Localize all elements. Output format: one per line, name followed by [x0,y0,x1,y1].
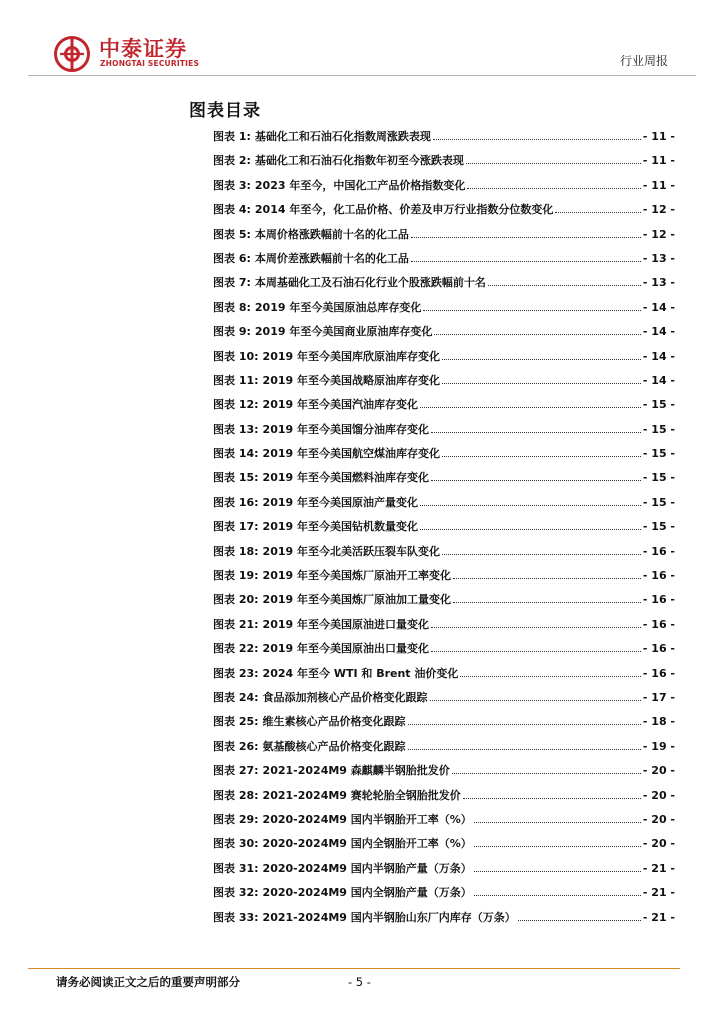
toc-entry[interactable] [213,152,675,176]
toc-leader-dots [442,359,641,360]
toc-entry-page: - 11 - [642,178,675,192]
toc-leader-dots [431,432,641,433]
toc-entry-page: - 15 - [642,520,675,534]
toc-entry-page: - 15 - [642,447,675,461]
toc-entry[interactable] [213,128,675,152]
toc-entry-title: 2019 年至今美国原油进口量变化 [262,617,429,631]
toc-entry-page: - 21 - [642,910,675,924]
toc-entry-page: - 20 - [642,788,675,802]
toc-entry-page: - 15 - [642,495,675,509]
toc-leader-dots [474,846,641,847]
toc-leader-dots [433,139,641,140]
toc-leader-dots [408,724,641,725]
toc-entry-label: 图表 11: [213,373,259,387]
toc-entry[interactable] [213,616,675,640]
toc-list [213,128,675,933]
toc-leader-dots [460,676,640,677]
toc-leader-dots [423,310,641,311]
toc-entry-label: 图表 22: [213,642,259,656]
toc-entry[interactable] [213,884,675,908]
toc-entry-title: 2021-2024M9 国内半钢胎山东厂内库存（万条） [262,910,516,924]
disclaimer-note: 请务必阅读正文之后的重要声明部分 [56,975,240,989]
toc-entry[interactable] [213,421,675,445]
toc-entry-label: 图表 14: [213,447,259,461]
toc-entry-title: 氨基酸核心产品价格变化跟踪 [262,739,406,753]
toc-entry-label: 图表 4: [213,203,251,217]
toc-entry[interactable] [213,372,675,396]
toc-entry[interactable] [213,787,675,811]
toc-entry-title: 2019 年至今美国馏分油库存变化 [262,422,429,436]
toc-entry-label: 图表 10: [213,349,259,363]
toc-entry-label: 图表 33: [213,910,259,924]
toc-entry-page: - 19 - [642,739,675,753]
toc-entry-title: 2020-2024M9 国内半钢胎产量（万条） [262,861,472,875]
toc-leader-dots [474,822,641,823]
toc-entry-label: 图表 25: [213,715,259,729]
toc-entry[interactable] [213,274,675,298]
toc-leader-dots [411,237,641,238]
toc-entry-label: 图表 31: [213,861,259,875]
toc-leader-dots [430,700,641,701]
toc-entry-label: 图表 28: [213,788,259,802]
toc-entry-title: 2019 年至今美国原油产量变化 [262,495,418,509]
toc-leader-dots [452,773,641,774]
toc-entry-title: 基础化工和石油石化指数年初至今涨跌表现 [254,154,464,168]
toc-entry[interactable] [213,640,675,664]
toc-entry[interactable] [213,396,675,420]
toc-entry[interactable] [213,177,675,201]
toc-entry-title: 2019 年至今美国航空煤油库存变化 [262,447,440,461]
toc-leader-dots [431,651,641,652]
toc-entry-title: 2019 年至今美国炼厂原油开工率变化 [262,569,451,583]
toc-entry-page: - 17 - [642,690,675,704]
toc-entry[interactable] [213,713,675,737]
toc-leader-dots [420,407,641,408]
toc-entry-label: 图表 3: [213,178,251,192]
brand-name-en: ZHONGTAI SECURITIES [100,59,200,68]
report-type-label: 行业周报 [619,54,668,68]
toc-entry-label: 图表 19: [213,569,259,583]
toc-entry[interactable] [213,909,675,933]
toc-leader-dots [488,285,641,286]
toc-entry-title: 食品添加剂核心产品价格变化跟踪 [262,690,428,704]
page-header [0,0,724,80]
toc-leader-dots [474,895,641,896]
toc-entry-page: - 16 - [642,569,675,583]
toc-entry-page: - 18 - [642,715,675,729]
toc-entry-page: - 21 - [642,861,675,875]
toc-entry[interactable] [213,543,675,567]
toc-entry[interactable] [213,762,675,786]
toc-entry-label: 图表 7: [213,276,251,290]
toc-entry-page: - 20 - [642,764,675,778]
toc-entry-label: 图表 15: [213,471,259,485]
toc-entry-label: 图表 8: [213,300,251,314]
toc-entry-title: 2019 年至今北美活跃压裂车队变化 [262,544,440,558]
toc-entry-label: 图表 17: [213,520,259,534]
toc-entry-title: 2021-2024M9 赛轮轮胎全钢胎批发价 [262,788,461,802]
toc-entry-label: 图表 9: [213,325,251,339]
toc-entry-page: - 16 - [642,666,675,680]
toc-entry-title: 2019 年至今美国钻机数量变化 [262,520,418,534]
toc-entry-page: - 14 - [642,349,675,363]
toc-entry-page: - 14 - [642,325,675,339]
toc-entry-page: - 21 - [642,886,675,900]
toc-entry-title: 2019 年至今美国原油出口量变化 [262,642,429,656]
toc-entry-title: 2019 年至今美国战略原油库存变化 [262,373,440,387]
toc-entry[interactable] [213,299,675,323]
toc-entry[interactable] [213,445,675,469]
toc-entry-title: 2019 年至今美国汽油库存变化 [262,398,418,412]
toc-leader-dots [474,871,641,872]
toc-entry-label: 图表 18: [213,544,259,558]
toc-entry-title: 2024 年至今 WTI 和 Brent 油价变化 [262,666,459,680]
toc-leader-dots [420,529,641,530]
toc-leader-dots [466,163,641,164]
toc-entry-label: 图表 32: [213,886,259,900]
toc-leader-dots [453,578,641,579]
toc-leader-dots [434,334,641,335]
toc-entry[interactable] [213,201,675,225]
toc-entry-title: 2019 年至今美国商业原油库存变化 [254,325,433,339]
toc-entry-label: 图表 5: [213,227,251,241]
toc-entry-page: - 20 - [642,812,675,826]
toc-entry-label: 图表 30: [213,837,259,851]
toc-leader-dots [442,456,641,457]
toc-leader-dots [431,627,641,628]
toc-entry-title: 本周价差涨跌幅前十名的化工品 [254,251,409,265]
toc-leader-dots [411,261,641,262]
toc-entry-page: - 11 - [642,154,675,168]
toc-entry[interactable] [213,226,675,250]
toc-entry[interactable] [213,323,675,347]
toc-entry-page: - 16 - [642,617,675,631]
toc-leader-dots [442,554,641,555]
toc-entry-label: 图表 13: [213,422,259,436]
toc-entry-page: - 13 - [642,276,675,290]
toc-entry-page: - 16 - [642,642,675,656]
toc-entry-page: - 12 - [642,203,675,217]
toc-entry-label: 图表 6: [213,251,251,265]
toc-entry-title: 2020-2024M9 国内全钢胎开工率（%） [262,837,472,851]
toc-entry-label: 图表 27: [213,764,259,778]
toc-leader-dots [431,480,641,481]
zhongtai-logo-icon [54,36,90,72]
toc-leader-dots [408,749,641,750]
toc-entry-label: 图表 12: [213,398,259,412]
toc-entry-title: 2021-2024M9 森麒麟半钢胎批发价 [262,764,450,778]
toc-entry-page: - 15 - [642,471,675,485]
toc-entry-title: 2014 年至今，化工品价格、价差及申万行业指数分位数变化 [254,203,554,217]
toc-leader-dots [555,212,641,213]
toc-entry-label: 图表 24: [213,690,259,704]
toc-entry-title: 2020-2024M9 国内半钢胎开工率（%） [262,812,472,826]
toc-entry[interactable] [213,518,675,542]
toc-entry-label: 图表 23: [213,666,259,680]
toc-entry[interactable] [213,348,675,372]
toc-entry-title: 2023 年至今，中国化工产品价格指数变化 [254,178,466,192]
toc-entry[interactable] [213,591,675,615]
toc-entry-title: 2019 年至今美国原油总库存变化 [254,300,422,314]
toc-entry-label: 图表 2: [213,154,251,168]
toc-entry[interactable] [213,494,675,518]
toc-entry-page: - 14 - [642,300,675,314]
toc-entry[interactable] [213,811,675,835]
toc-entry[interactable] [213,469,675,493]
page-number: - 5 - [348,975,371,989]
toc-entry-title: 2019 年至今美国炼厂原油加工量变化 [262,593,451,607]
toc-title: 图表目录 [189,101,261,121]
toc-entry-page: - 16 - [642,593,675,607]
toc-entry-title: 维生素核心产品价格变化跟踪 [262,715,406,729]
brand-name-cn: 中泰证券 [99,37,187,61]
toc-leader-dots [453,602,641,603]
toc-entry-page: - 13 - [642,251,675,265]
toc-entry-label: 图表 16: [213,495,259,509]
toc-entry-title: 本周价格涨跌幅前十名的化工品 [254,227,409,241]
footer-divider [28,968,680,969]
toc-entry-page: - 11 - [642,130,675,143]
toc-entry[interactable] [213,567,675,591]
toc-entry[interactable] [213,689,675,713]
toc-entry-label: 图表 1: [213,130,251,143]
toc-entry-title: 2020-2024M9 国内全钢胎产量（万条） [262,886,472,900]
toc-entry-title: 本周基础化工及石油石化行业个股涨跌幅前十名 [254,276,486,290]
toc-entry-page: - 14 - [642,373,675,387]
toc-entry-title: 2019 年至今美国燃料油库存变化 [262,471,429,485]
toc-entry-label: 图表 26: [213,739,259,753]
toc-entry[interactable] [213,250,675,274]
toc-entry-page: - 15 - [642,422,675,436]
toc-leader-dots [518,920,641,921]
header-divider [28,75,696,76]
toc-entry[interactable] [213,738,675,762]
toc-entry-page: - 16 - [642,544,675,558]
toc-entry[interactable] [213,665,675,689]
toc-entry[interactable] [213,860,675,884]
toc-entry-label: 图表 21: [213,617,259,631]
toc-entry-page: - 15 - [642,398,675,412]
toc-leader-dots [420,505,641,506]
toc-leader-dots [442,383,641,384]
toc-entry-label: 图表 20: [213,593,259,607]
toc-leader-dots [463,798,641,799]
toc-entry-label: 图表 29: [213,812,259,826]
toc-entry-title: 基础化工和石油石化指数周涨跌表现 [254,130,431,143]
toc-entry-page: - 20 - [642,837,675,851]
toc-entry-title: 2019 年至今美国库欣原油库存变化 [262,349,440,363]
toc-entry-page: - 12 - [642,227,675,241]
toc-leader-dots [467,188,641,189]
toc-entry[interactable] [213,835,675,859]
